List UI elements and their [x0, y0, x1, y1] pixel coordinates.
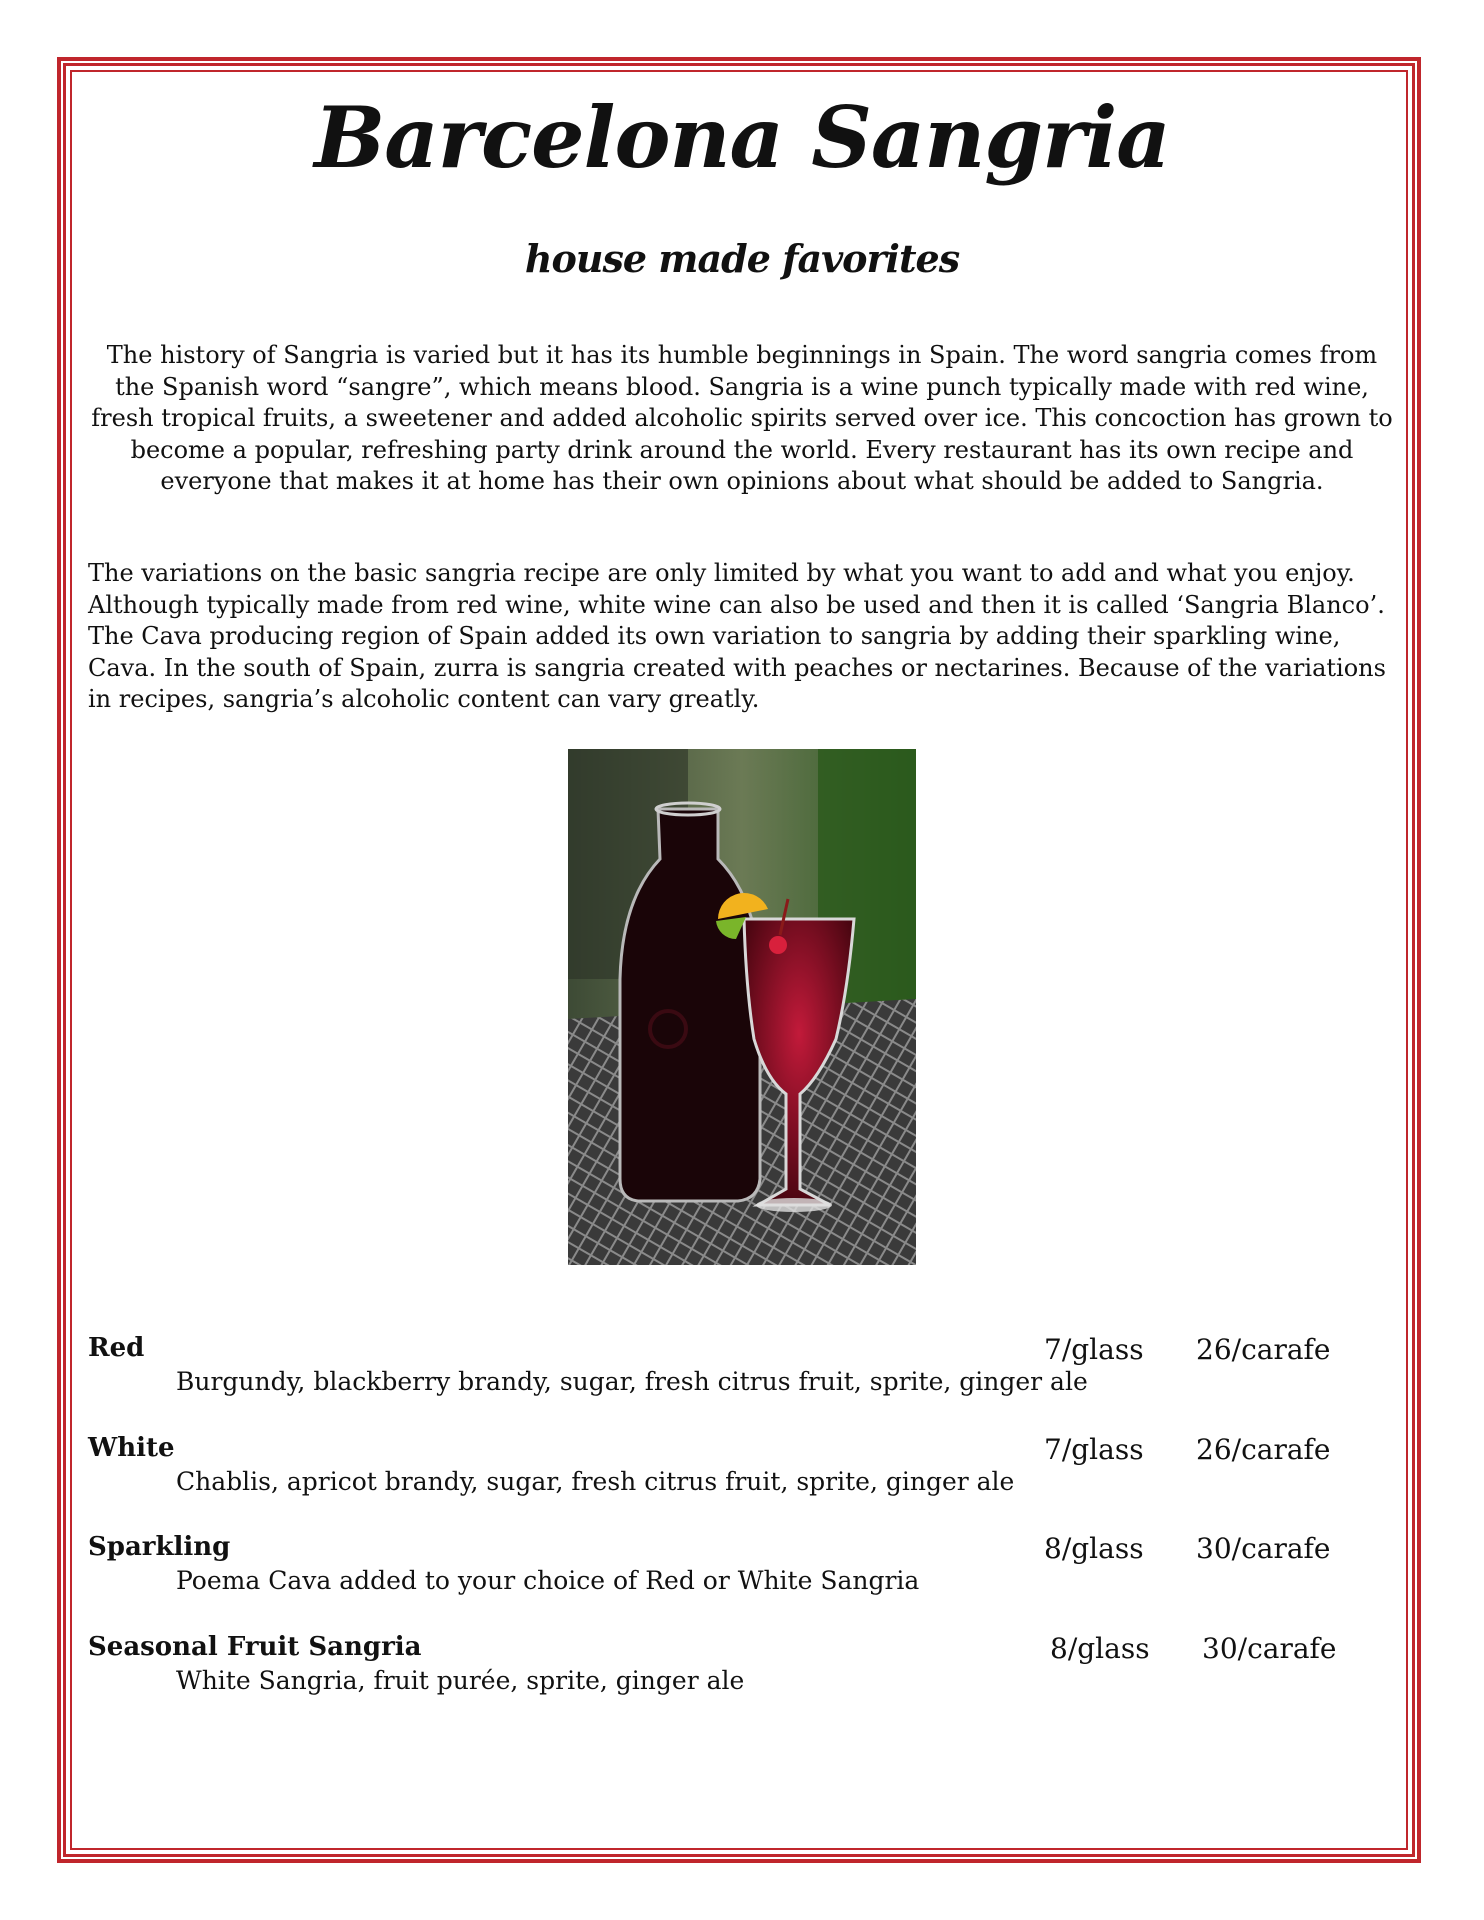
- menu-item-name: Seasonal Fruit Sangria: [88, 1632, 422, 1662]
- menu-item-name: White: [88, 1433, 175, 1463]
- menu-item: [88, 1433, 1396, 1503]
- menu-item-glass-price: 7/glass: [1044, 1433, 1144, 1466]
- menu-item-carafe-price: 26/carafe: [1196, 1333, 1331, 1366]
- menu-item-glass-price: 8/glass: [1044, 1532, 1144, 1565]
- menu-item-carafe-price: 30/carafe: [1202, 1632, 1337, 1665]
- history-paragraph: The history of Sangria is varied but it has its humble beginnings in Spain. The word sangria comes from the Spanish word “sangre”, which means blood. Sangria is a wine punch typically made with red wine, fresh tropical fruits, a sweetener and added alcoholic spirits served over ice. This concoction has grown to become a popular, refreshing party drink around the world. Every restaurant has its own recipe and everyone that makes it at home has their own opinions about what should be added to Sangria.: [91, 341, 1393, 495]
- menu-item: [88, 1532, 1396, 1602]
- menu-item-name: Red: [88, 1333, 145, 1363]
- menu-item-description: Chablis, apricot brandy, sugar, fresh citrus fruit, sprite, ginger ale: [176, 1467, 1015, 1496]
- menu-item-description: White Sangria, fruit purée, sprite, ginger ale: [176, 1666, 745, 1695]
- variations-paragraph: The variations on the basic sangria recipe are only limited by what you want to add and what you enjoy. Although typically made from red wine, white wine can also be used and then it is called ‘Sangria Blanco’. The Cava producing region of Spain added its own variation to sangria by adding their sparkling wine, Cava. In the south of Spain, zurra is sangria created with peaches or nectarines. Because of the variations in recipes, sangria’s alcoholic content can vary greatly.: [88, 559, 1386, 713]
- menu-item-carafe-price: 26/carafe: [1196, 1433, 1331, 1466]
- sangria-photo: [568, 749, 916, 1265]
- menu-subtitle: house made favorites: [524, 236, 960, 281]
- menu-item-glass-price: 8/glass: [1050, 1632, 1150, 1665]
- menu-item-description: Burgundy, blackberry brandy, sugar, fresh citrus fruit, sprite, ginger ale: [176, 1367, 1088, 1396]
- menu-item-description: Poema Cava added to your choice of Red or White Sangria: [176, 1566, 920, 1595]
- menu-item-carafe-price: 30/carafe: [1196, 1532, 1331, 1565]
- menu-item-name: Sparkling: [88, 1532, 231, 1562]
- menu-item: [88, 1632, 1396, 1702]
- menu-title: Barcelona Sangria: [314, 88, 1170, 187]
- menu-item-glass-price: 7/glass: [1044, 1333, 1144, 1366]
- menu-item: [88, 1333, 1396, 1403]
